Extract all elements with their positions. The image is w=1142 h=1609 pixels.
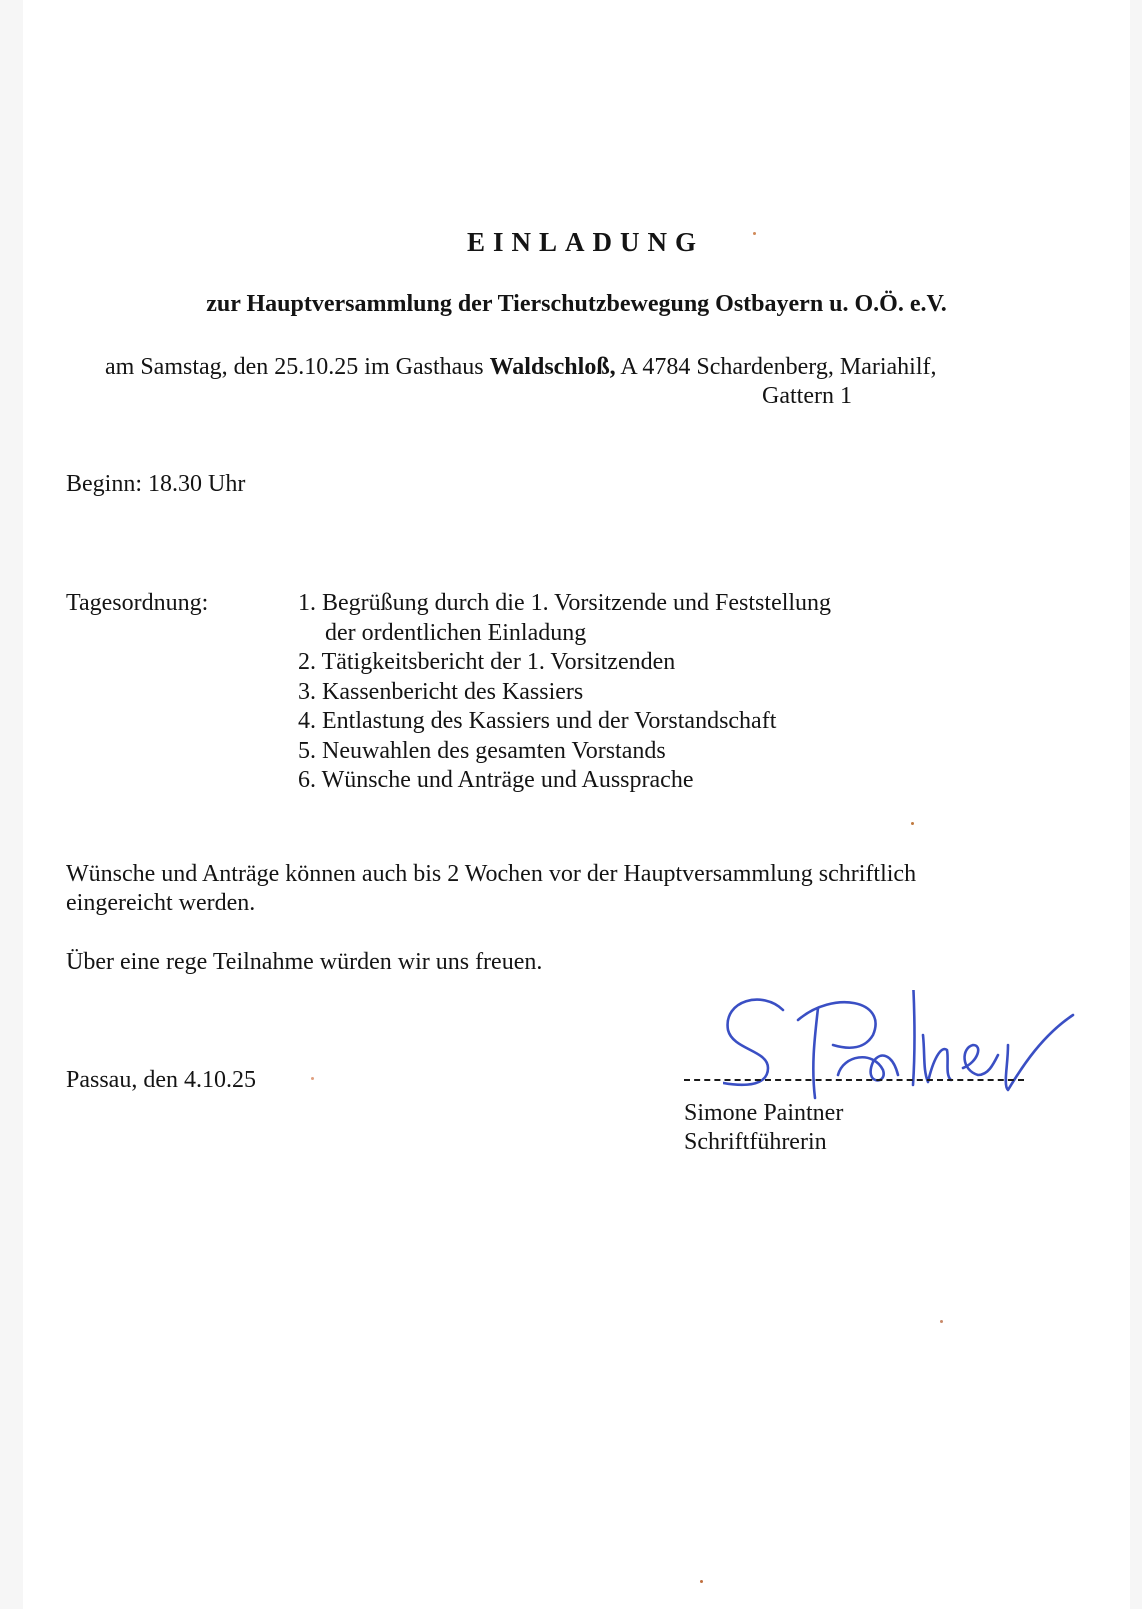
venue-address-line2: Gattern 1 — [762, 383, 852, 409]
place-date: Passau, den 4.10.25 — [66, 1067, 256, 1093]
document-page — [23, 0, 1130, 1609]
venue-line — [105, 353, 937, 382]
agenda-item: 3. Kassenbericht des Kassiers — [298, 678, 584, 705]
venue-address: A 4784 Schardenberg, Mariahilf, — [615, 354, 937, 380]
agenda-item: 4. Entlastung des Kassiers und der Vorstandschaft — [298, 708, 777, 734]
closing-sentence: Über eine rege Teilnahme würden wir uns freuen. — [66, 949, 543, 975]
agenda-item-text: 1. Begrüßung durch die 1. Vorsitzende und Feststellung — [298, 590, 832, 616]
agenda-item: 6. Wünsche und Anträge und Aussprache — [298, 767, 694, 793]
scan-speck — [700, 1580, 703, 1583]
signature-strokes — [723, 990, 1073, 1098]
agenda-item: 5. Neuwahlen des gesamten Vorstands — [298, 737, 666, 764]
signatory-name: Simone Paintner — [684, 1100, 844, 1126]
scan-speck — [911, 822, 914, 825]
document-title: EINLADUNG — [466, 227, 705, 257]
begin-time: Beginn: 18.30 Uhr — [66, 471, 246, 497]
handwritten-signature — [723, 990, 1103, 1110]
agenda-item: 2. Tätigkeitsbericht der 1. Vorsitzenden — [298, 649, 676, 675]
submission-note: Wünsche und Anträge können auch bis 2 Wochen vor der Hauptversammlung schriftlich eingereicht werden. — [66, 861, 917, 916]
document-subtitle: zur Hauptversammlung der Tierschutzbewegung Ostbayern u. O.Ö. e.V. — [206, 291, 947, 317]
scan-speck — [940, 1320, 943, 1323]
venue-prefix: am Samstag, den 25.10.25 im Gasthaus — [105, 354, 490, 380]
signatory-role: Schriftführerin — [684, 1129, 827, 1155]
agenda-item-continuation: der ordentlichen Einladung — [325, 619, 587, 646]
venue-name: Waldschloß, — [489, 354, 616, 380]
agenda-list — [298, 589, 831, 796]
signature-line — [684, 1079, 1024, 1081]
agenda-label: Tagesordnung: — [66, 590, 209, 616]
scan-speck — [753, 232, 756, 235]
agenda-item — [298, 589, 831, 648]
scan-speck — [311, 1077, 314, 1080]
